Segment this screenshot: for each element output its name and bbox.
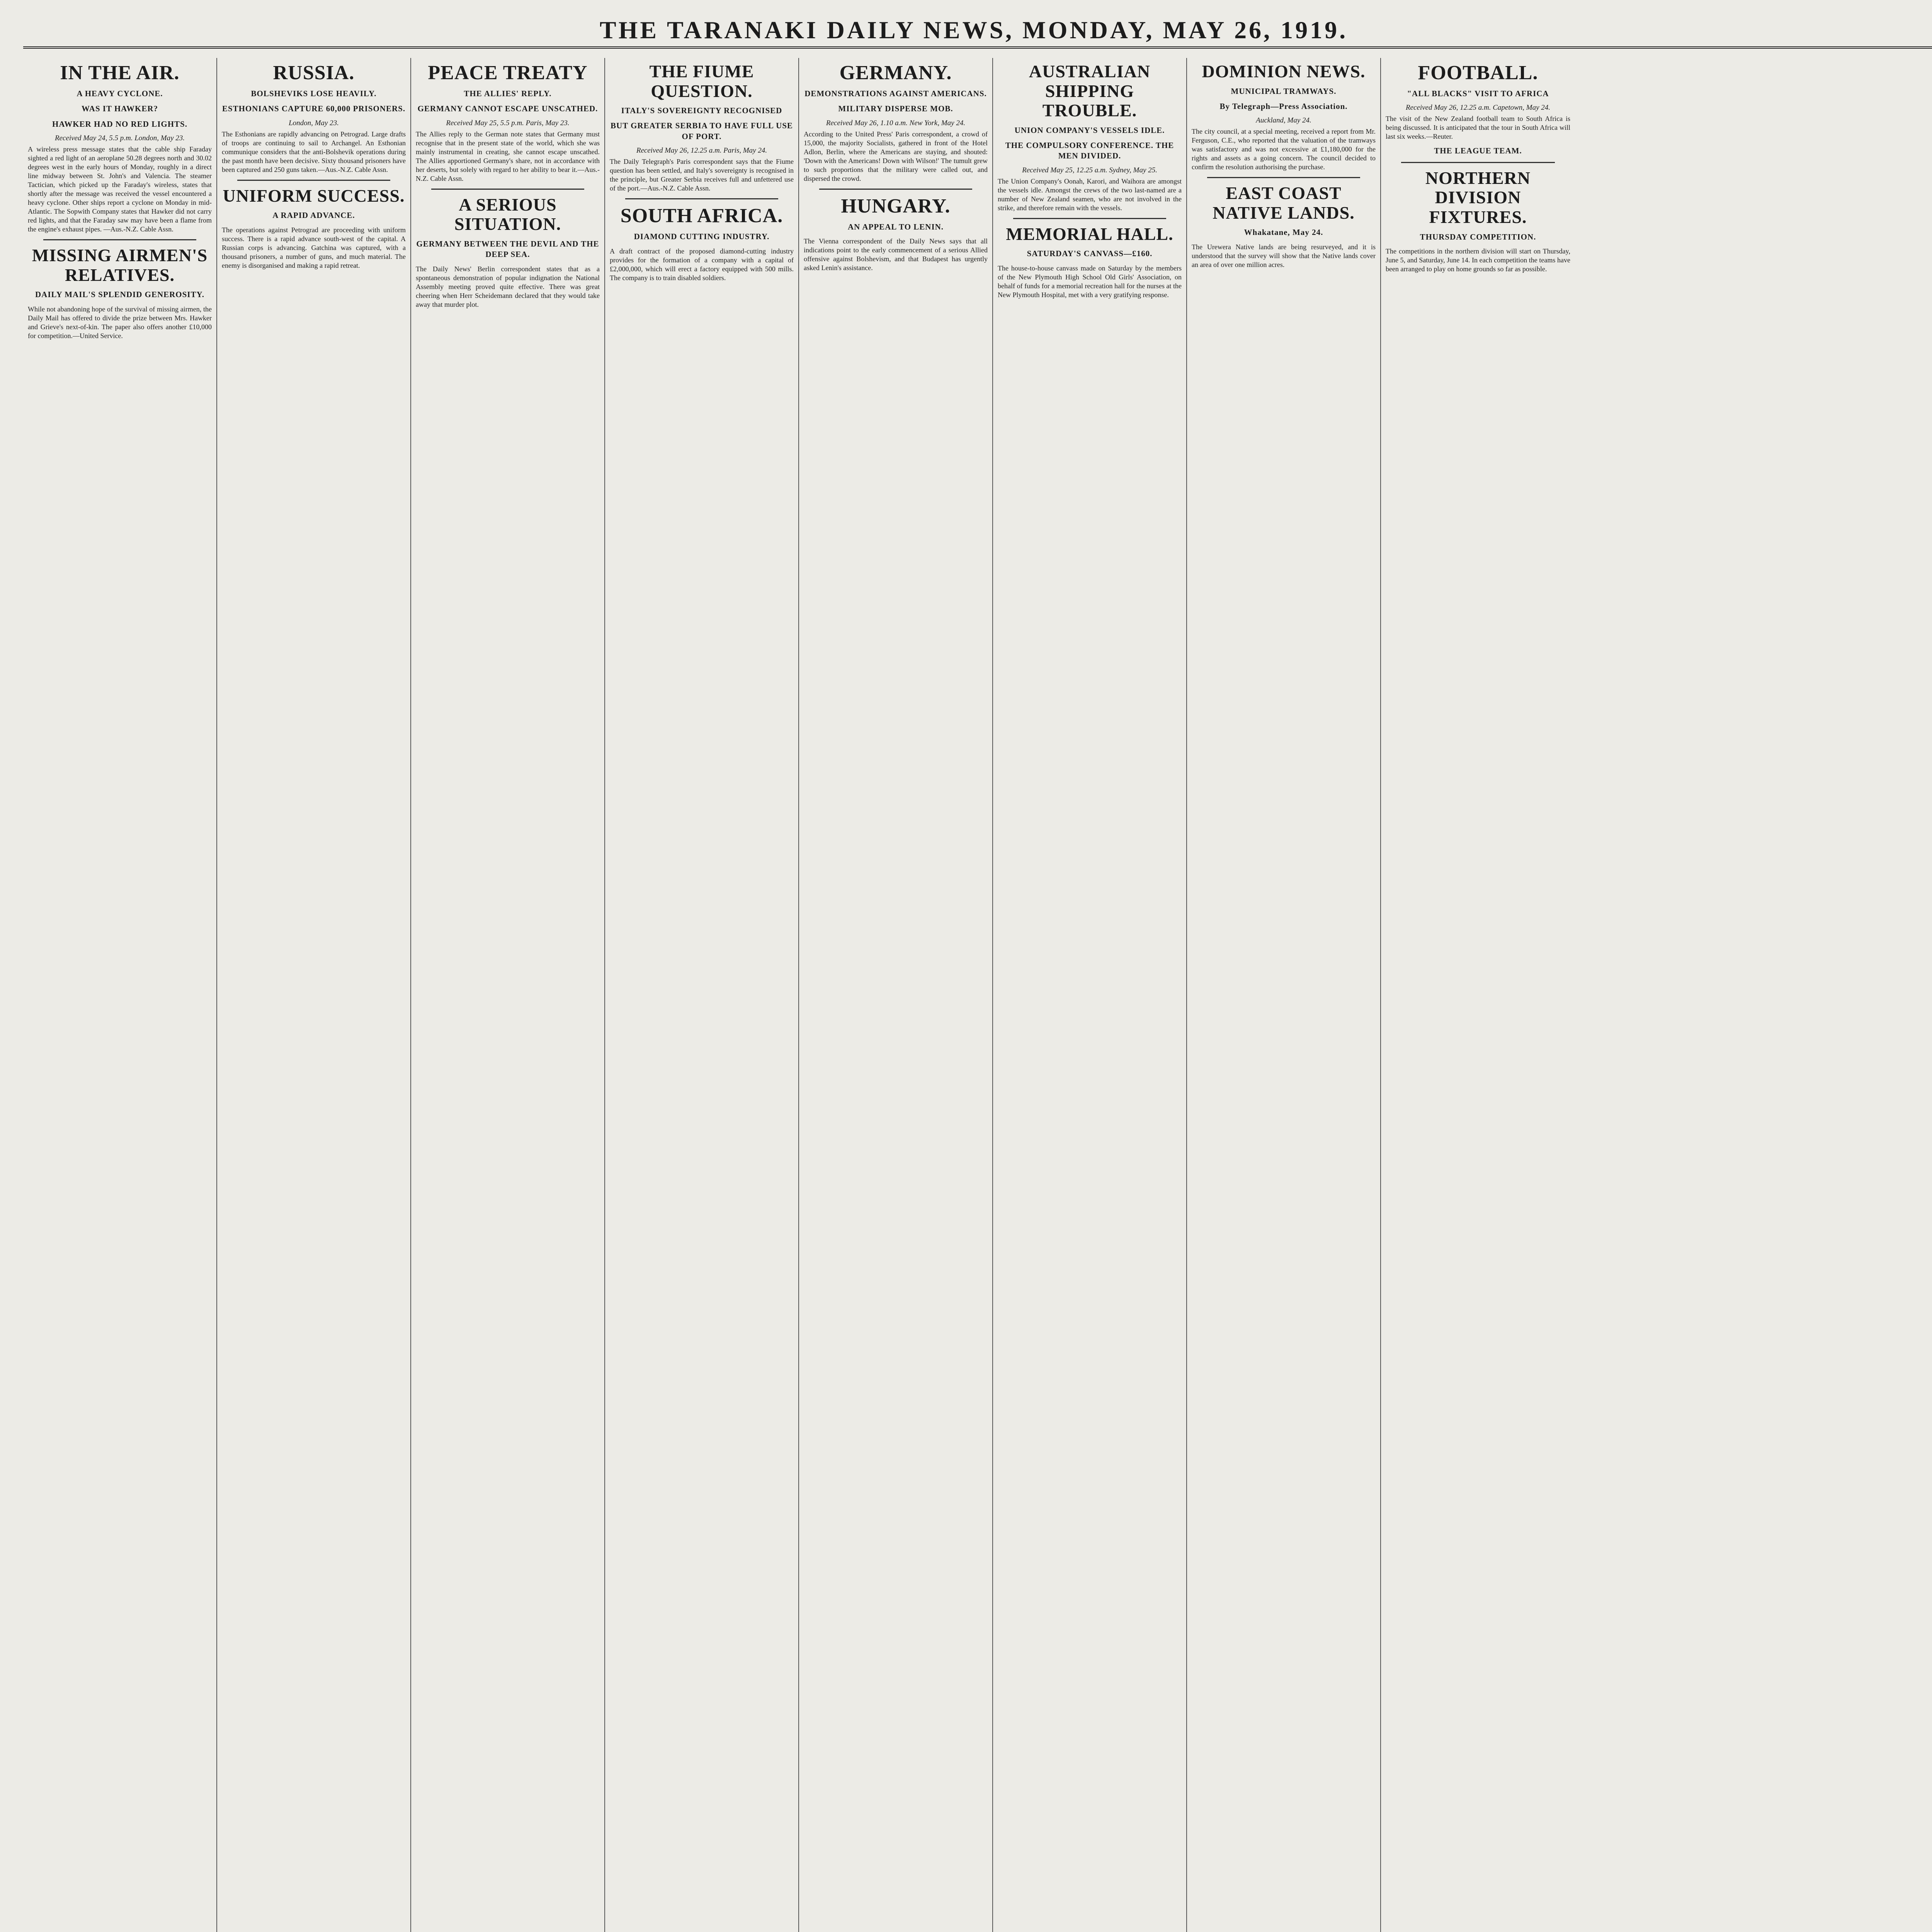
column-3-subheading-4: GERMANY BETWEEN THE DEVIL AND THE DEEP SEA. (416, 239, 599, 259)
columns (23, 58, 1932, 1932)
column-5-divider (819, 189, 972, 190)
column-2-subheading-1: BOLSHEVIKS LOSE HEAVILY. (251, 89, 377, 99)
masthead (23, 14, 1932, 49)
page-number (1924, 16, 1932, 44)
column-7-body-2: The Urewera Native lands are being resurveyed, and it is understood that the survey will show that the Native lands cover an area of over one million acres. (1192, 243, 1376, 269)
column-4-dateline: Received May 26, 12.25 a.m. Paris, May 24. (636, 146, 767, 155)
column-4-heading-2: SOUTH AFRICA. (620, 205, 783, 227)
column-3-dateline: Received May 25, 5.5 p.m. Paris, May 23. (446, 119, 570, 127)
column-1-subheading-1: A HEAVY CYCLONE. (77, 89, 163, 99)
column-5-heading: GERMANY. (839, 62, 952, 84)
column-6-body-2: The house-to-house canvass made on Saturday by the members of the New Plymouth High School Old Girls' Association, on behalf of funds for a memorial recreation hall for the nurses at the New Plymouth Hospital, met with a very gratifying response. (998, 264, 1182, 299)
column-4-body-2: A draft contract of the proposed diamond-cutting industry provides for the formation of a company with a capital of £2,000,000, which will erect a factory equipped with 500 mills. The company is to train disabled soldiers. (610, 247, 794, 282)
column-5-subheading-1: DEMONSTRATIONS AGAINST AMERICANS. (804, 89, 987, 99)
column-2-dateline: London, May 23. (289, 119, 339, 127)
column-6-divider (1013, 218, 1166, 219)
column-8-heading: FOOTBALL. (1418, 62, 1538, 84)
column-4-subheading-4: DIAMOND CUTTING INDUSTRY. (634, 232, 770, 242)
column-7 (1187, 58, 1381, 1932)
column-1-body: A wireless press message states that the cable ship Faraday sighted a red light of an aeroplane 50.28 degrees north and 30.02 degrees west in the early hours of Monday, roughly in a direct line midway between St. John's and Valencia. The steamer Tactician, which picked up the Faraday's wireless, states that shortly after the message was received the vessel encountered a heavy cyclone. Other ships report a cyclone on Monday in mid-Atlantic. The Sopwith Company states that Hawker did not carry red lights, and that the Faraday saw may have been a flame from the engine's exhaust pipes. —Aus.-N.Z. Cable Assn. (28, 145, 212, 233)
column-4 (605, 58, 799, 1932)
column-7-dateline: Auckland, May 24. (1256, 116, 1311, 125)
column-2-heading: RUSSIA. (273, 62, 355, 84)
column-3-heading-2: A SERIOUS SITUATION. (454, 194, 561, 234)
column-1-subheading-3: HAWKER HAD NO RED LIGHTS. (52, 119, 187, 129)
column-3-divider (431, 189, 584, 190)
column-1-subheading-2: WAS IT HAWKER? (82, 104, 158, 114)
column-6-subheading-2: THE COMPULSORY CONFERENCE. THE MEN DIVIDED. (1005, 141, 1174, 161)
column-7-divider (1207, 177, 1360, 178)
column-2-heading-2: UNIFORM SUCCESS. (223, 185, 405, 206)
masthead-title: THE TARANAKI DAILY NEWS, MONDAY, MAY 26, 1919. (599, 16, 1348, 44)
column-4-subheading-1: ITALY'S SOVEREIGNTY RECOGNISED (621, 106, 782, 116)
column-2-body-2: The operations against Petrograd are proceeding with uniform success. There is a rapid advance south-west of the capital. A Russian corps is advancing. Gatchina was captured, with a thousand prisoners, a number of guns, and much material. The enemy is disorganised and making a rapid retreat. (222, 226, 406, 269)
column-1-subheading-4: DAILY MAIL'S SPLENDID GENEROSITY. (35, 290, 204, 299)
column-8-subheading-2: THE LEAGUE TEAM. (1434, 146, 1522, 156)
column-5-heading-2: HUNGARY. (841, 195, 951, 217)
column-3-heading: PEACE TREATY (428, 62, 588, 84)
column-1-dateline: Received May 24, 5.5 p.m. London, May 23. (54, 134, 185, 143)
column-6-subheading-4: SATURDAY'S CANVASS—£160. (1027, 249, 1153, 259)
column-8-subheading-4: THURSDAY COMPETITION. (1420, 232, 1536, 242)
column-7-subheading-4: Whakatane, May 24. (1244, 228, 1323, 237)
column-4-body: The Daily Telegraph's Paris correspondent says that the Fiume question has been settled, and Italy's sovereignty is recognised in the principle, but Greater Serbia receives full and unfettered use of the port.—Aus.-N.Z. Cable Assn. (610, 158, 794, 192)
column-3-body: The Allies reply to the German note states that Germany must recognise that in the present state of the world, which she was mainly instrumental in creating, she cannot escape unscathed. The Allies apportioned Germany's share, not in accordance with her deserts, but solely with regard to her ability to bear it.—Aus.-N.Z. Cable Assn. (416, 130, 600, 182)
column-2-subheading-4: A RAPID ADVANCE. (272, 211, 355, 220)
column-3 (411, 58, 605, 1932)
column-4-divider (625, 198, 778, 199)
column-8-subheading-1: "ALL BLACKS" VISIT TO AFRICA (1407, 89, 1549, 99)
column-8 (1381, 58, 1575, 1932)
column-8-body: The visit of the New Zealand football team to South Africa is being discussed. It is anticipated that the tour in South Africa will last six weeks.—Reuter. (1386, 115, 1570, 141)
column-3-subheading-1: THE ALLIES' REPLY. (464, 89, 552, 99)
column-4-heading: THE FIUME QUESTION. (649, 61, 754, 101)
column-6-dateline: Received May 25, 12.25 a.m. Sydney, May 25. (1022, 166, 1157, 174)
column-1-heading-2: MISSING AIRMEN'S RELATIVES. (32, 245, 208, 285)
column-6-body: The Union Company's Oonah, Karori, and Waihora are amongst the vessels idle. Amongst the crews of the two last-named are a number of New Zealand seamen, who are not involved in the strike, and therefore remain with the vessels. (998, 177, 1182, 212)
column-5 (799, 58, 993, 1932)
column-6-heading-2: MEMORIAL HALL. (1006, 224, 1173, 244)
column-2-subheading-2: ESTHONIANS CAPTURE 60,000 PRISONERS. (222, 104, 406, 114)
column-4-subheading-2: BUT GREATER SERBIA TO HAVE FULL USE OF PORT. (611, 121, 793, 141)
column-5-subheading-2: MILITARY DISPERSE MOB. (838, 104, 953, 114)
column-7-subheading-2: By Telegraph—Press Association. (1219, 101, 1348, 111)
column-3-body-2: The Daily News' Berlin correspondent states that as a spontaneous demonstration of popular indignation the National Assembly meeting proved quite effective. There was great cheering when Herr Scheidemann declared that they would take away that murder plot. (416, 265, 600, 308)
column-2 (217, 58, 411, 1932)
column-1-divider (43, 239, 196, 240)
column-1-body-2: While not abandoning hope of the survival of missing airmen, the Daily Mail has offered to divide the prize between Mrs. Hawker and Grieve's next-of-kin. The paper also offers another £10,000 for competition.—United Service. (28, 305, 212, 340)
column-5-body-2: The Vienna correspondent of the Daily News says that all indications point to the early commencement of a serious Allied offensive against Bolshevism, and that Budapest has urgently asked Lenin's assistance. (804, 237, 988, 272)
column-2-divider (237, 180, 390, 181)
column-8-divider (1401, 162, 1555, 163)
column-6 (993, 58, 1187, 1932)
column-7-subheading-1: MUNICIPAL TRAMWAYS. (1231, 86, 1337, 96)
column-5-body: According to the United Press' Paris correspondent, a crowd of 15,000, the majority Socialists, gathered in front of the Hotel Adlon, Berlin, where the Americans are staying, and shouted: 'Down with the Americans! Down with Wilson!' The tumult grew to such proportions that the military were called out, and dispersed the crowd. (804, 130, 988, 182)
column-2-body: The Esthonians are rapidly advancing on Petrograd. Large drafts of troops are continuing to sail to Archangel. An Esthonian communique considers that the anti-Bolshevik operations during the past month have been decisive. Sixty thousand prisoners have been captured and 250 guns taken.—Aus.-N.Z. Cable Assn. (222, 130, 406, 173)
column-5-subheading-4: AN APPEAL TO LENIN. (847, 222, 944, 231)
column-7-body: The city council, at a special meeting, received a report from Mr. Ferguson, C.E., who reported that the valuation of the tramways was satisfactory and was not excessive at £1,180,000 for the rights and assets as a going concern. The council decided to confirm the resolution authorising the purchase. (1192, 128, 1376, 171)
column-6-subheading-1: UNION COMPANY'S VESSELS IDLE. (1014, 125, 1165, 135)
column-6-heading: AUSTRALIAN SHIPPING TROUBLE. (1029, 61, 1151, 121)
column-7-heading: DOMINION NEWS. (1202, 61, 1366, 81)
column-8-dateline: Received May 26, 12.25 a.m. Capetown, May 24. (1405, 104, 1551, 112)
column-8-body-2: The competitions in the northern division will start on Thursday, June 5, and Saturday, June 14. In each competition the teams have been arranged to play on home grounds so far as possible. (1386, 247, 1570, 273)
column-5-dateline: Received May 26, 1.10 a.m. New York, May 24. (826, 119, 966, 127)
column-1-heading: IN THE AIR. (60, 62, 180, 84)
column-7-heading-2: EAST COAST NATIVE LANDS. (1213, 183, 1355, 223)
column-3-subheading-2: GERMANY CANNOT ESCAPE UNSCATHED. (417, 104, 598, 114)
column-8-heading-2: NORTHERN DIVISION FIXTURES. (1425, 168, 1531, 227)
column-1 (23, 58, 217, 1932)
